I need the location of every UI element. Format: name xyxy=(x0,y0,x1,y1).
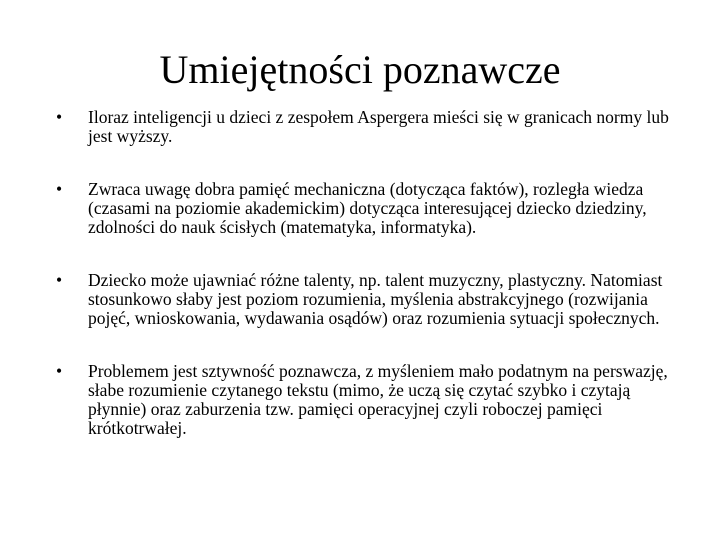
bullet-item xyxy=(56,108,676,146)
bullet-item xyxy=(56,362,676,438)
bullet-item xyxy=(56,180,676,237)
bullet-text: Problemem jest sztywność poznawcza, z myśleniem mało podatnym na perswazję, słabe rozumienie czytanego tekstu (mimo, że uczą się czytać szybko i czytają płynnie) oraz zaburzenia tzw. pamięci operacyjnej czyli roboczej pamięci krótkotrwałej. xyxy=(88,361,668,438)
bullet-text: Iloraz inteligencji u dzieci z zespołem Aspergera mieści się w granicach normy lub jest wyższy. xyxy=(88,107,669,146)
bullet-text: Zwraca uwagę dobra pamięć mechaniczna (dotycząca faktów), rozległa wiedza (czasami na poziomie akademickim) dotycząca interesującej dziecko dziedziny, zdolności do nauk ścisłych (matematyka, informatyka). xyxy=(88,179,647,237)
bullet-text: Dziecko może ujawniać różne talenty, np. talent muzyczny, plastyczny. Natomiast stosunkowo słaby jest poziom rozumienia, myślenia abstrakcyjnego (rozwijania pojęć, wnioskowania, wydawania osądów) oraz rozumienia sytuacji społecznych. xyxy=(88,270,663,328)
bullet-point-icon: • xyxy=(56,107,63,127)
bullet-item xyxy=(56,271,676,328)
bullet-point-icon: • xyxy=(56,179,63,199)
bullet-list xyxy=(56,108,676,472)
slide-title: Umiejętności poznawcze xyxy=(159,47,561,92)
bullet-point-icon: • xyxy=(56,361,63,381)
bullet-point-icon: • xyxy=(56,270,63,290)
